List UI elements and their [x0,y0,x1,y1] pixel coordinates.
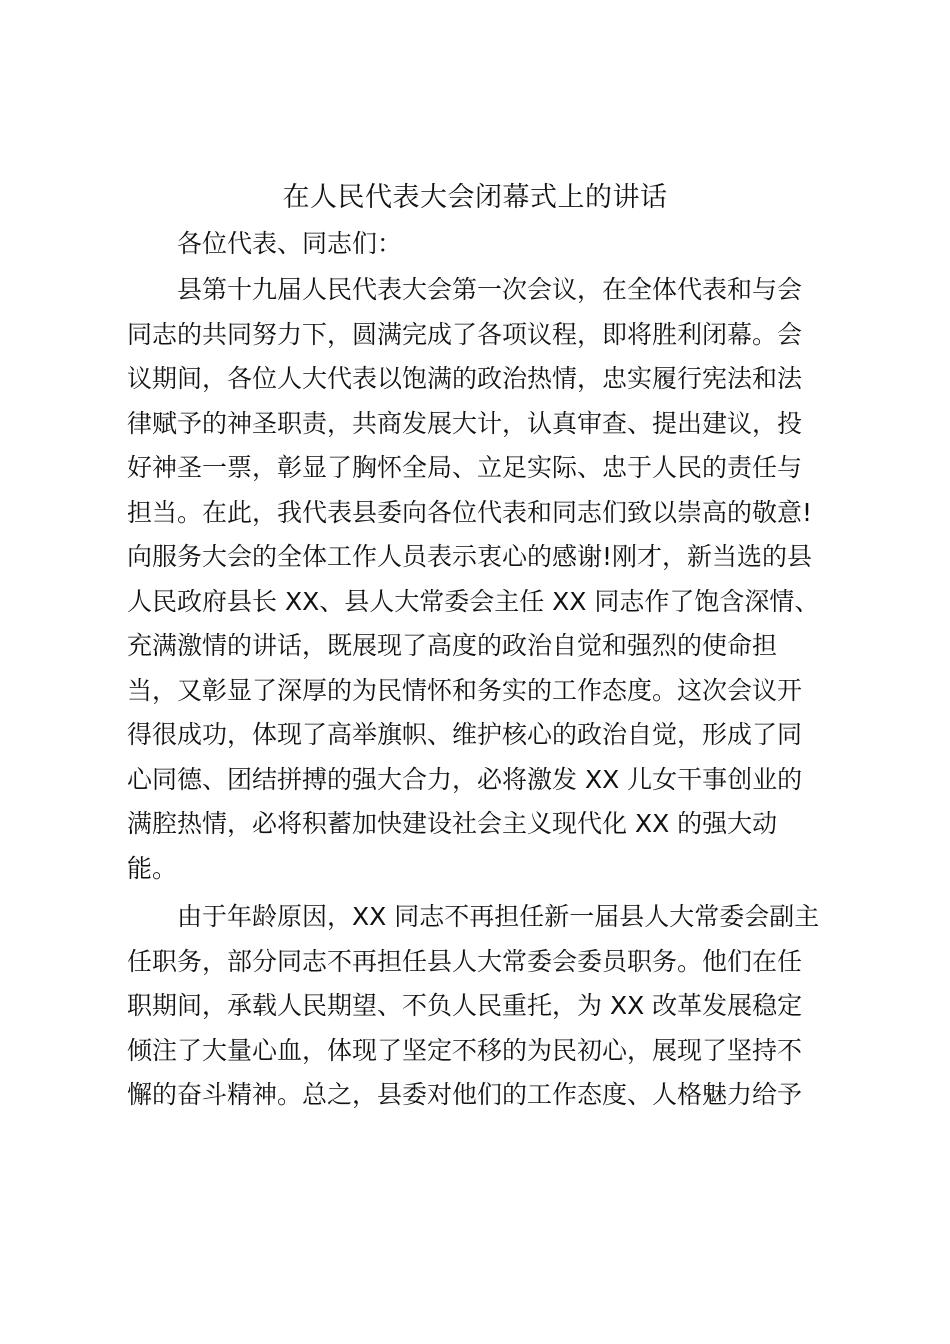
paragraph-line: 当，又彰显了深厚的为民情怀和务实的工作态度。这次会议开 [127,675,803,705]
paragraph-line: 任职务，部分同志不再担任县人大常委会委员职务。他们在任 [127,946,803,976]
paragraph-2 [127,895,837,1118]
paragraph-line: 好神圣一票，彰显了胸怀全局、立足实际、忠于人民的责任与 [127,453,803,482]
paragraph-line: 懈的奋斗精神。总之，县委对他们的工作态度、人格魅力给予 [127,1080,803,1109]
paragraph-line: 充满激情的讲话，既展现了高度的政治自觉和强烈的使命担 [127,631,778,660]
paragraph-line: 由于年龄原因，XX 同志不再担任新一届县人大常委会副主 [177,902,820,931]
paragraph-line: 能。 [127,853,178,883]
paragraph-line: 同志的共同努力下，圆满完成了各项议程，即将胜利闭幕。会 [127,319,803,349]
document-title: 在人民代表大会闭幕式上的讲话 [282,182,668,213]
paragraph-line: 向服务大会的全体工作人员表示衷心的感谢!刚才，新当选的县 [127,542,813,571]
paragraph-line: 议期间，各位人大代表以饱满的政治热情，忠实履行宪法和法 [127,364,803,393]
paragraph-line: 律赋予的神圣职责，共商发展大计，认真审查、提出建议，投 [127,408,803,438]
paragraph-line: 职期间，承载人民期望、不负人民重托，为 XX 改革发展稳定 [127,991,803,1020]
paragraph-1 [127,268,837,891]
paragraph-line: 心同德、团结拼搏的强大合力，必将激发 XX 儿女干事创业的 [127,764,803,794]
paragraph-line: 满腔热情，必将积蓄加快建设社会主义现代化 XX 的强大动 [127,809,778,838]
paragraph-line: 得很成功，体现了高举旗帜、维护核心的政治自觉，形成了同 [127,720,803,749]
paragraph-line: 县第十九届人民代表大会第一次会议，在全体代表和与会 [177,275,803,304]
paragraph-line: 担当。在此，我代表县委向各位代表和同志们致以崇高的敬意! [127,497,813,527]
salutation: 各位代表、同志们： [177,229,403,258]
paragraph-line: 倾注了大量心血，体现了坚定不移的为民初心，展现了坚持不 [127,1035,803,1065]
paragraph-line: 人民政府县长 XX、县人大常委会主任 XX 同志作了饱含深情、 [127,586,820,616]
